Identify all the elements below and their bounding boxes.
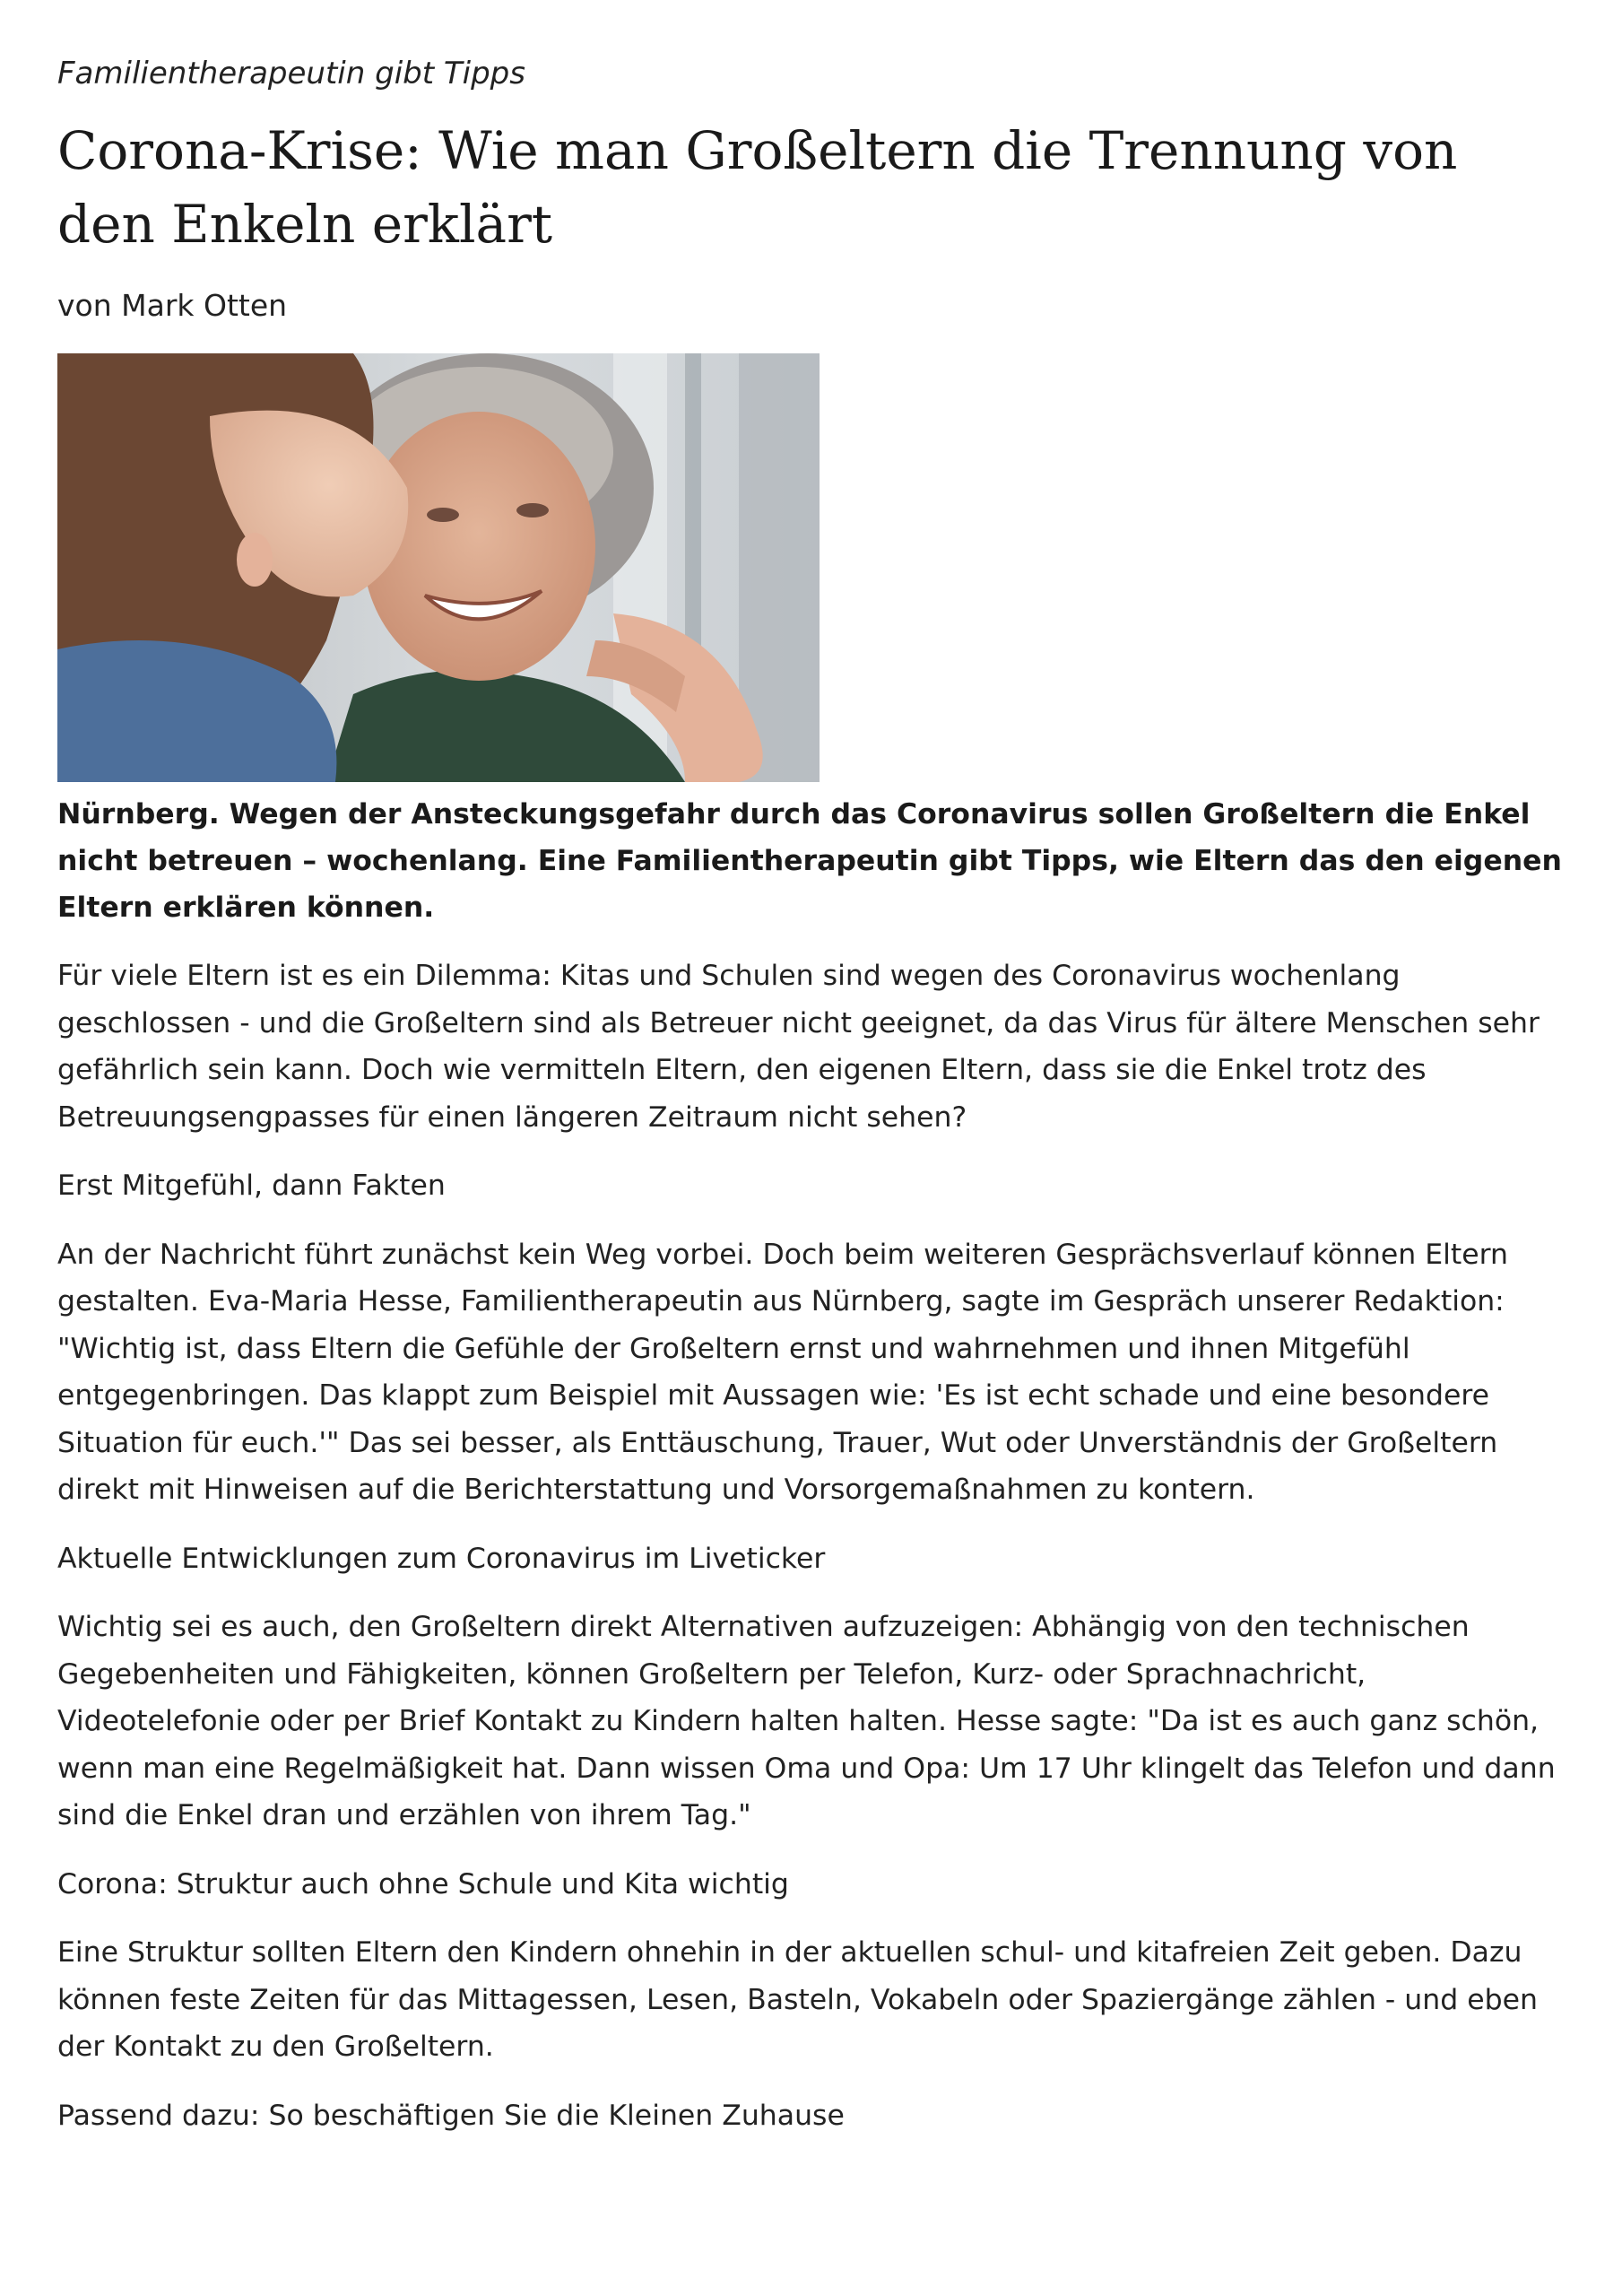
article-paragraph-3: Wichtig sei es auch, den Großeltern direkt Alternativen aufzuzeigen: Abhängig von den technischen Gegebenheiten und Fähigkeiten, können Großeltern per Telefon, Kurz- oder Sprachnachricht, Videotelefonie oder per Brief Kontakt zu Kindern halten halten. Hesse sagte: "Da ist es auch ganz schön, wenn man eine Regelmäßigkeit hat. Dann wissen Oma und Opa: Um 17 Uhr klingelt das Telefon und dann sind die Enkel dran und erzählen von ihrem Tag." xyxy=(57,1611,1556,1832)
article-paragraph-1: Für viele Eltern ist es ein Dilemma: Kitas und Schulen sind wegen des Coronavirus wochenlang geschlossen - und die Großeltern sind als Betreuer nicht geeignet, da das Virus für ältere Menschen sehr gefährlich sein kann. Doch wie vermitteln Eltern, den eigenen Eltern, dass sie die Enkel trotz des Betreuungsengpasses für einen längeren Zeitraum nicht sehen? xyxy=(57,960,1540,1134)
article-lead: Nürnberg. Wegen der Ansteckungsgefahr durch das Coronavirus sollen Großeltern die Enkel nicht betreuen – wochenlang. Eine Familientherapeutin gibt Tipps, wie Eltern das den eigenen Eltern erklären können. xyxy=(57,798,1562,925)
article-paragraph-4: Eine Struktur sollten Eltern den Kindern ohnehin in der aktuellen schul- und kitafreien Zeit geben. Dazu können feste Zeiten für das Mittagessen, Lesen, Basteln, Vokabeln oder Spaziergänge zählen - und eben der Kontakt zu den Großeltern. xyxy=(57,1936,1538,2064)
article-subheading-4[interactable]: Passend dazu: So beschäftigen Sie die Kleinen Zuhause xyxy=(57,2099,845,2132)
article-subheading-3: Corona: Struktur auch ohne Schule und Kita wichtig xyxy=(57,1867,789,1900)
article-headline: Corona-Krise: Wie man Großeltern die Trennung von den Enkeln erklärt xyxy=(57,119,1458,255)
article-author: von Mark Otten xyxy=(57,287,288,323)
article-subheading-1: Erst Mitgefühl, dann Fakten xyxy=(57,1170,446,1203)
hero-photo-illustration xyxy=(57,353,820,782)
hero-photo xyxy=(57,353,820,782)
article-subheading-2[interactable]: Aktuelle Entwicklungen zum Coronavirus im Liveticker xyxy=(57,1542,826,1575)
article xyxy=(57,56,1573,2139)
article-kicker: Familientherapeutin gibt Tipps xyxy=(57,56,525,91)
article-paragraph-2: An der Nachricht führt zunächst kein Weg vorbei. Doch beim weiteren Gesprächsverlauf können Eltern gestalten. Eva-Maria Hesse, Familientherapeutin aus Nürnberg, sagte im Gespräch unserer Redaktion: "Wichtig ist, dass Eltern die Gefühle der Großeltern ernst und wahrnehmen und ihnen Mitgefühl entgegenbringen. Das klappt zum Beispiel mit Aussagen wie: 'Es ist echt schade und eine besondere Situation für euch.'" Das sei besser, als Enttäuschung, Trauer, Wut oder Unverständnis der Großeltern direkt mit Hinweisen auf die Berichterstattung und Vorsorgemaßnahmen zu kontern. xyxy=(57,1238,1509,1507)
